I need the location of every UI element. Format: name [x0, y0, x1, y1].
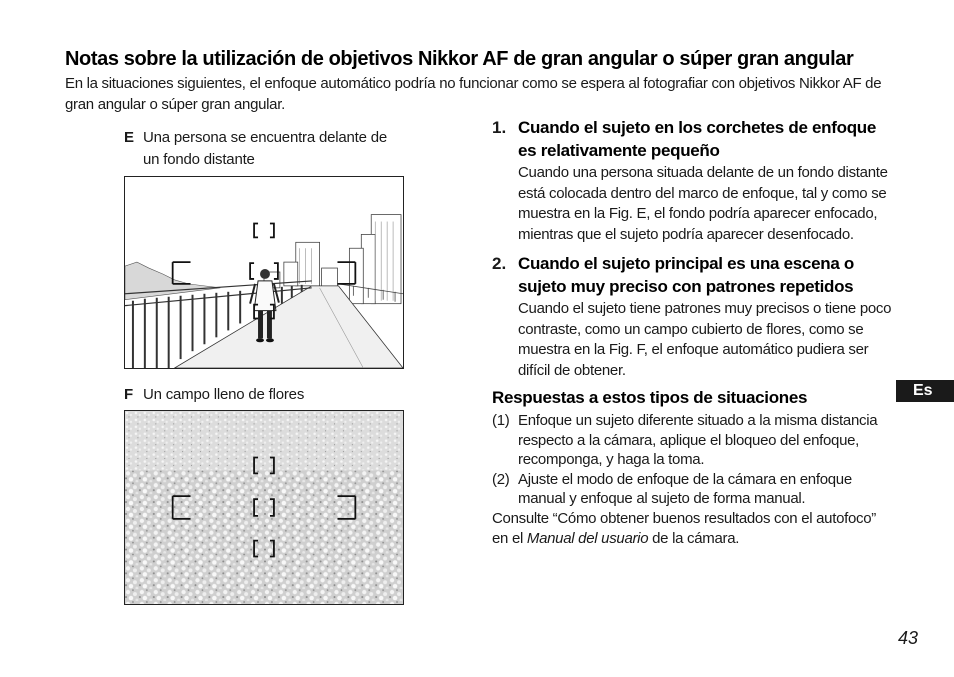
step-text: Ajuste el modo de enfoque de la cámara en enfoque manual y enfoque al sujeto de forma manual.	[518, 470, 852, 507]
right-column	[492, 116, 892, 550]
step-number: (1)	[492, 412, 510, 429]
list-item	[492, 252, 892, 381]
step-number: (2)	[492, 470, 510, 488]
page-title: Notas sobre la utilización de objetivos Nikkor AF de gran angular o súper gran angular	[65, 48, 854, 70]
figure-f-caption	[124, 384, 403, 406]
figure-f-photo	[124, 410, 404, 605]
consult-text-before: Consulte “Cómo obtener buenos resultados con el autofoco” en el	[492, 509, 876, 547]
item-heading: Cuando el sujeto en los corchetes de enfoque es relativamente pequeño	[518, 118, 877, 160]
list-item	[492, 116, 892, 245]
responses-heading: Respuestas a estos tipos de situaciones	[492, 388, 808, 407]
figure-f-letter: F	[124, 386, 133, 403]
item-body: Cuando una persona situada delante de un fondo distante está colocada dentro del marco de enfoque, tal y como se muestra en la Fig. E, el fondo podría aparecer enfocado, mientras que el sujeto podría aparecer desenfocado.	[518, 164, 888, 243]
language-tab: Es	[896, 380, 954, 402]
page-number: 43	[898, 628, 919, 648]
consult-note	[492, 509, 892, 550]
bridge-person-illustration	[125, 177, 403, 368]
response-step	[492, 470, 892, 509]
item-body: Cuando el sujeto tiene patrones muy precisos o tiene poco contraste, como un campo cubierto de flores, como se muestra en la Fig. F, el enfoque automático pudiera ser difícil de obtener.	[518, 300, 892, 379]
consult-text-after: de la cámara.	[648, 530, 740, 547]
response-step	[492, 411, 892, 470]
item-heading: Cuando el sujeto principal es una escena o sujeto muy preciso con patrones repetidos	[518, 254, 854, 296]
figure-e-caption-text: Una persona se encuentra delante de un fondo distante	[143, 129, 388, 168]
figure-e-letter: E	[124, 129, 134, 146]
item-number: 2.	[492, 254, 507, 273]
item-number: 1.	[492, 118, 507, 137]
figure-e-photo	[124, 176, 404, 369]
intro-paragraph: En la situaciones siguientes, el enfoque automático podría no funcionar como se espera al fotografiar con objetivos Nikkor AF de gran angular o súper gran angular.	[65, 75, 882, 113]
step-text: Enfoque un sujeto diferente situado a la misma distancia respecto a la cámara, aplique el bloqueo del enfoque, recomponga, y haga la toma.	[518, 412, 878, 468]
figure-e-caption	[124, 127, 403, 171]
manual-title: Manual del usuario	[526, 530, 649, 547]
flower-field-illustration	[125, 411, 403, 604]
figure-f-caption-text: Un campo lleno de flores	[143, 386, 305, 403]
